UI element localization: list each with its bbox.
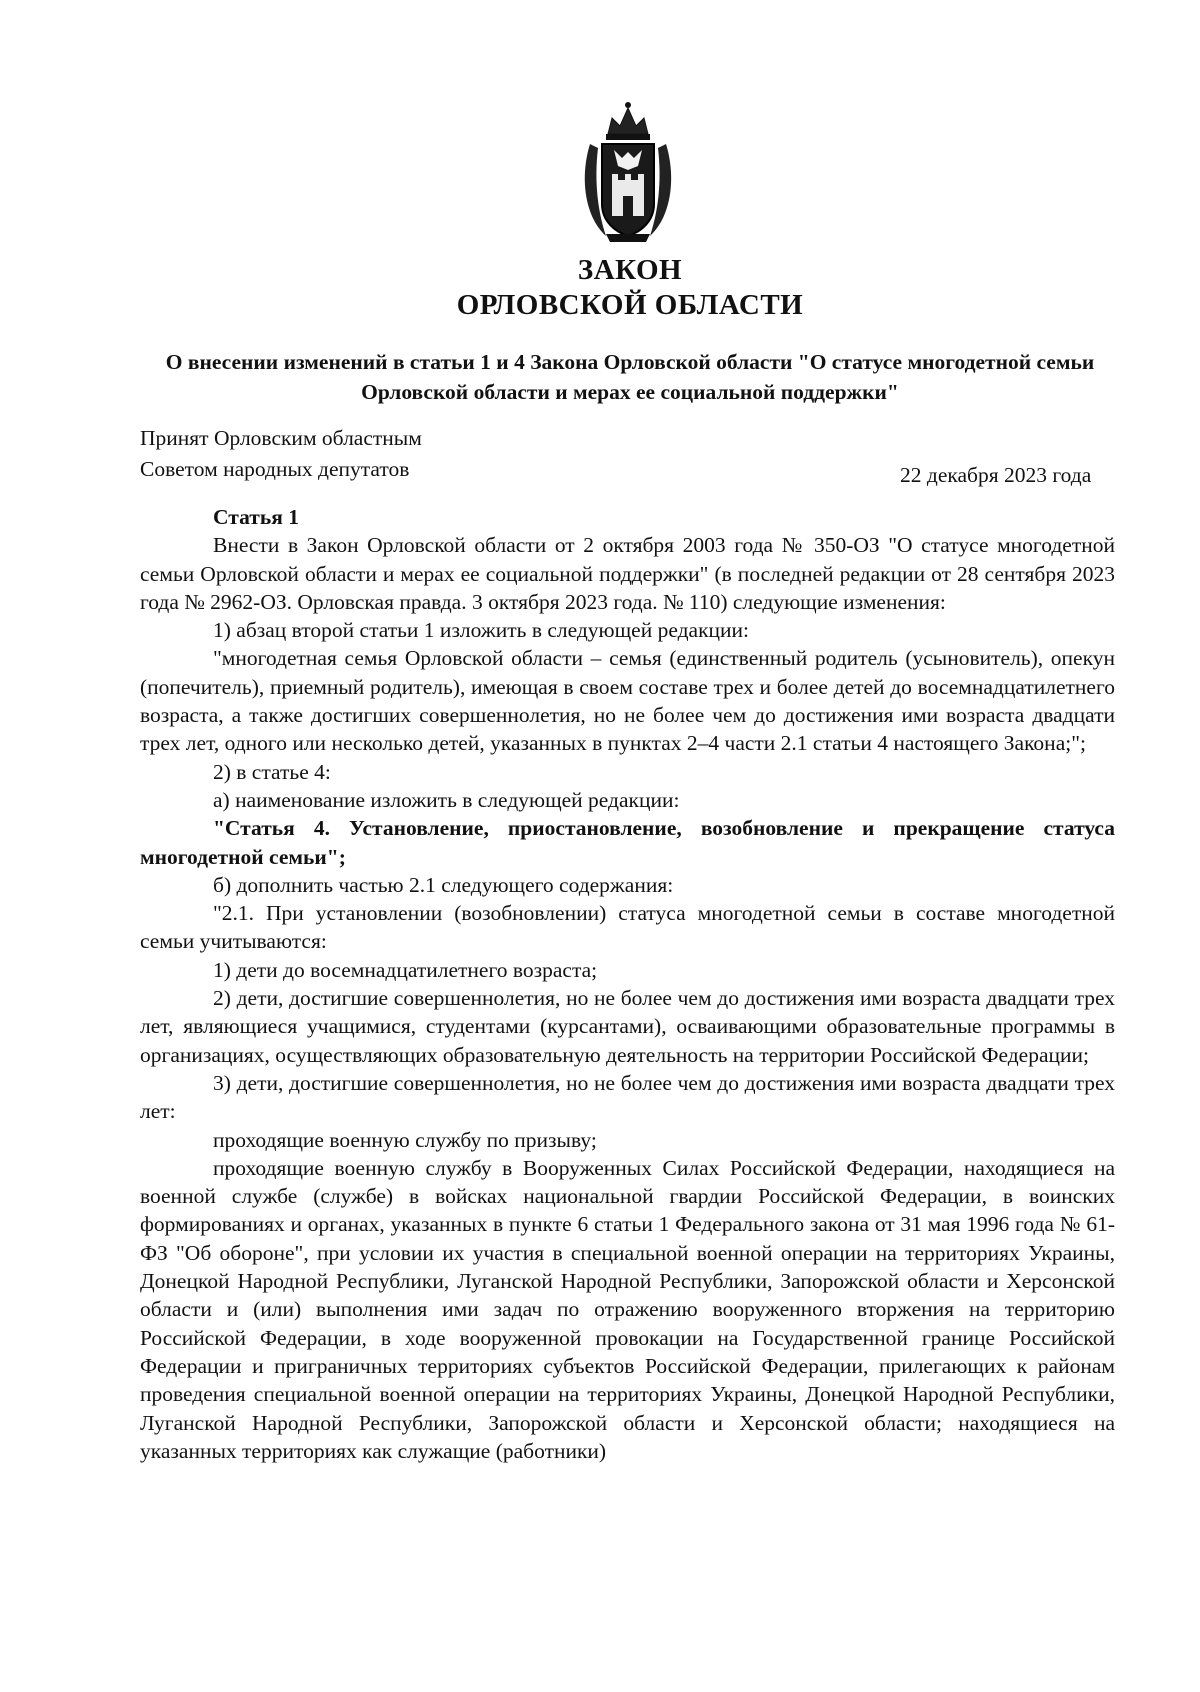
paragraph: 2) дети, достигшие совершеннолетия, но не более чем до достижения ими возраста двадцати трех лет, являющиеся учащимися, студентами (курсантами), осваивающими образовательные программы в организациях, осуществляющих образовательную деятельность на территории Российской Федерации;	[140, 986, 1115, 1067]
coat-of-arms-emblem	[576, 96, 680, 246]
adopted-by-block	[140, 423, 422, 485]
adoption-date: 22 декабря 2023 года	[900, 463, 1092, 487]
paragraph: проходящие военную службу по призыву;	[213, 1127, 597, 1152]
paragraph: 2) в статье 4:	[213, 759, 331, 784]
document-title-line1: ЗАКОН	[577, 254, 683, 286]
article-heading: Статья 1	[213, 505, 299, 529]
paragraph: 1) абзац второй статьи 1 изложить в следующей редакции:	[213, 618, 750, 643]
document-subtitle: О внесении изменений в статьи 1 и 4 Закона Орловской области "О статусе многодетной семьи Орловской области и мерах ее социальной поддержки"	[165, 350, 1095, 404]
paragraph: 3) дети, достигшие совершеннолетия, но не более чем до достижения ими возраста двадцати трех лет:	[140, 1070, 1115, 1124]
paragraph-bold: "Статья 4. Установление, приостановление, возобновление и прекращение статуса многодетной семьи";	[140, 816, 1115, 869]
document-title-line2: ОРЛОВСКОЙ ОБЛАСТИ	[456, 289, 804, 321]
paragraph: а) наименование изложить в следующей редакции:	[213, 787, 680, 812]
document-body	[140, 503, 1115, 1465]
adopted-line2: Советом народных депутатов	[140, 457, 410, 481]
adopted-line1: Принят Орловским областным	[140, 426, 422, 450]
paragraph: проходящие военную службу в Вооруженных Силах Российской Федерации, находящиеся на военной службе (службе) в войсках национальной гвардии Российской Федерации, в воинских формированиях и органах, указанных в пункте 6 статьи 1 Федерального закона от 31 мая 1996 года № 61-ФЗ "Об обороне", при условии их участия в специальной военной операции на территориях Украины, Донецкой Народной Республики, Луганской Народной Республики, Запорожской области и Херсонской области и (или) выполнения ими задач по отражению вооруженного вторжения на территорию Российской Федерации, в ходе вооруженной провокации на Государственной границе Российской Федерации и приграничных территориях субъектов Российской Федерации, прилегающих к районам проведения специальной военной операции на территориях Украины, Донецкой Народной Республики, Луганской Народной Республики, Запорожской области и Херсонской области; находящиеся на указанных территориях как служащие (работники)	[140, 1155, 1115, 1463]
paragraph: "многодетная семья Орловской области – семья (единственный родитель (усыновитель), опекун (попечитель), приемный родитель), имеющая в своем составе трех и более детей до восемнадцатилетнего возраста, а также достигших совершеннолетия, но не более чем до достижения ими возраста двадцати трех лет, одного или несколько детей, указанных в пунктах 2–4 части 2.1 статьи 4 настоящего Закона;";	[140, 646, 1115, 756]
paragraph: 1) дети до восемнадцатилетнего возраста;	[213, 957, 598, 982]
paragraph: "2.1. При установлении (возобновлении) статуса многодетной семьи в составе многодетной семьи учитываются:	[140, 901, 1115, 954]
paragraph: б) дополнить частью 2.1 следующего содержания:	[213, 872, 674, 897]
paragraph: Внести в Закон Орловской области от 2 октября 2003 года № 350-ОЗ "О статусе многодетной семьи Орловской области и мерах ее социальной поддержки" (в последней редакции от 28 сентября 2023 года № 2962-ОЗ. Орловская правда. 3 октября 2023 года. № 110) следующие изменения:	[140, 533, 1115, 614]
